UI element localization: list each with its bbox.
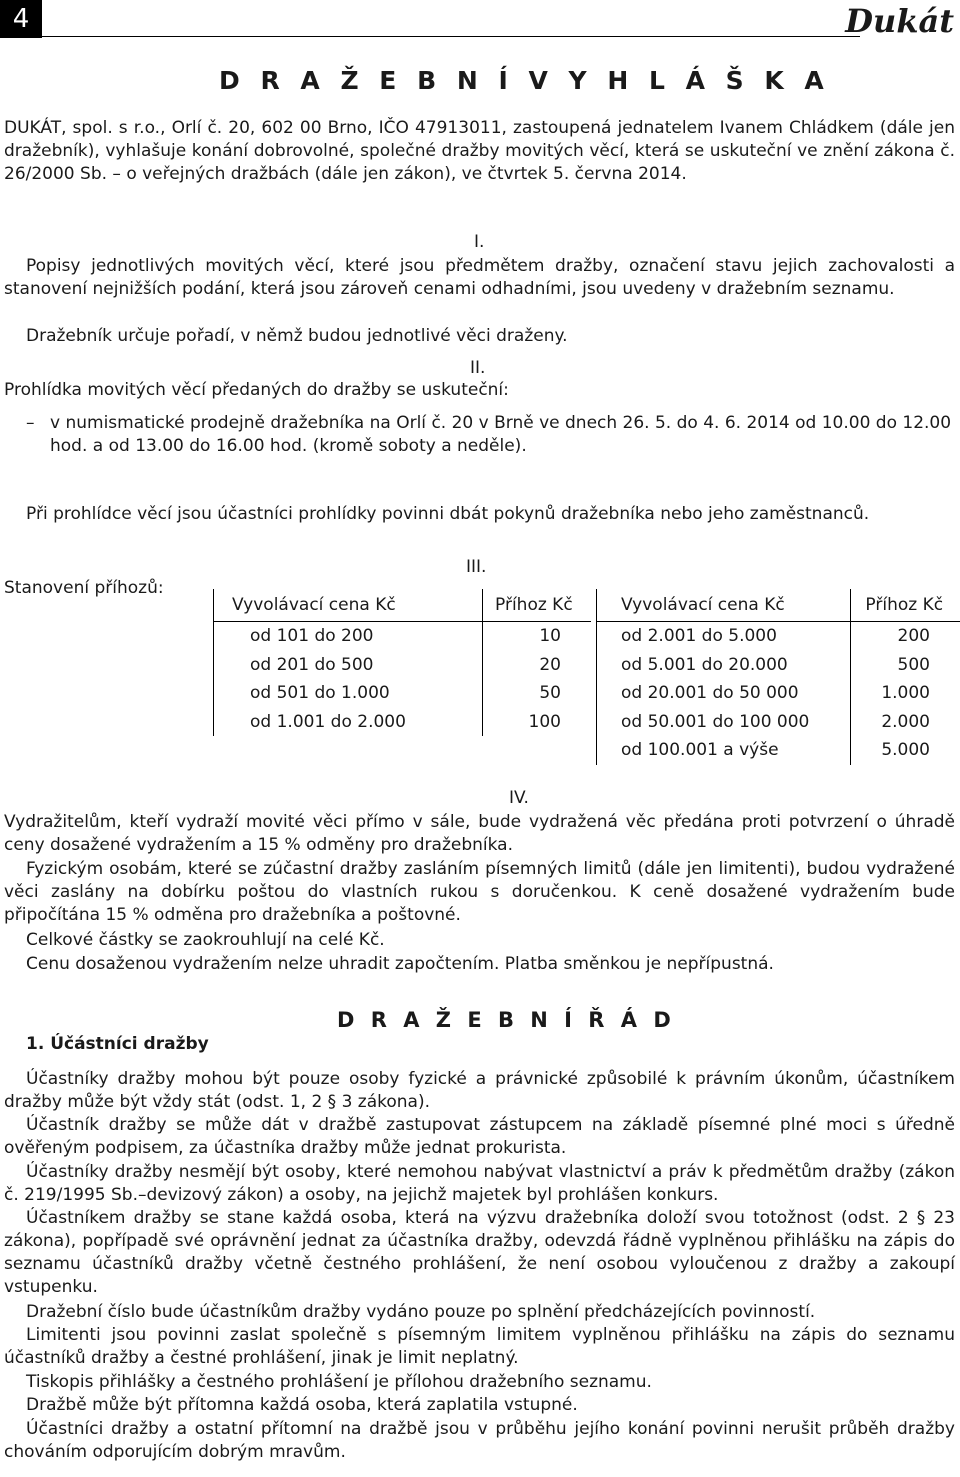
bid-cell: 2.000: [881, 711, 930, 732]
header-rule: [42, 36, 860, 37]
price-range-cell: od 201 do 500: [214, 651, 483, 680]
dukat-logo: Dukát: [845, 2, 954, 40]
rad-subheading: 1. Účástníci dražby: [26, 1034, 209, 1054]
section-2-paragraph-2: Při prohlídce věcí jsou účastníci prohlídky povinni dbát pokynů dražebníka nebo jeho zaměstnanců.: [26, 504, 870, 524]
price-range-cell: od 5.001 do 20.000: [597, 651, 851, 680]
table-row: [214, 622, 592, 651]
page-title: D R A Ž E B N Í V Y H L Á Š K A: [219, 66, 830, 95]
bid-table-right: [596, 589, 960, 765]
section-heading-2: II.: [470, 358, 486, 378]
section-4-paragraph-3: Celkové částky se zaokrouhlují na celé Kč.: [26, 930, 385, 950]
table-row: [597, 679, 960, 708]
table-row: [214, 679, 592, 708]
bid-cell: 10: [539, 626, 561, 647]
page-number: 4: [0, 0, 42, 38]
section-heading-1: I.: [474, 232, 485, 252]
bid-cell: 50: [539, 683, 561, 704]
bid-label: Stanovení příhozů:: [4, 578, 164, 598]
section-2-paragraph-1: Prohlídka movitých věcí předaných do dražby se uskuteční:: [4, 380, 509, 400]
rad-title: D R A Ž E B N Í Ř Á D: [337, 1008, 676, 1032]
intro-paragraph: DUKÁT, spol. s r.o., Orlí č. 20, 602 00 Brno, IČO 47913011, zastoupená jednatelem Ivanem Chládkem (dále jen dražebník), vyhlašuje konání dobrovolné, společné dražby movitých věcí, která se uskuteční ve znění zákona č. 26/2000 Sb. – o veřejných dražbách (dále jen zákon), ve čtvrtek 5. června 2014.: [4, 118, 955, 184]
table-row: [597, 736, 960, 765]
rad-paragraph-3: Účastníky dražby nesmějí být osoby, které nemohou nabývat vlastnictví a práv k předmětům dražby (zákon č. 219/1995 Sb.–devizový zákon) a osoby, na jejichž majetek byl prohlášen konkurs.: [4, 1162, 955, 1205]
section-4-paragraph-4: Cenu dosaženou vydražením nelze uhradit započtením. Platba směnkou je nepřípustná.: [26, 954, 774, 974]
rad-paragraph-4: Účastníkem dražby se stane každá osoba, která na výzvu dražebníka doloží svou totožnost (odst. 2 § 23 zákona), popřípadě své oprávnění jednat za účastníka dražby, odevzdá řádně vyplněnou přihlášku na zápis do seznamu účastníků dražby včetně čestného prohlášení, že není osobou vyloučenou z dražby a zakoupí vstupenku.: [4, 1208, 955, 1297]
price-range-cell: od 2.001 do 5.000: [597, 622, 851, 651]
table-row: [214, 708, 592, 737]
price-range-cell: od 100.001 a výše: [597, 736, 851, 765]
bid-cell: 500: [897, 654, 930, 675]
rad-paragraph-2: Účastník dražby se může dát v dražbě zastupovat zástupcem na základě písemné plné moci s úředně ověřeným podpisem, za účastníka dražby může jednat prokurista.: [4, 1115, 955, 1158]
table-row: [597, 622, 960, 651]
list-dash: –: [26, 413, 35, 433]
rad-paragraph-5: Dražební číslo bude účastníkům dražby vydáno pouze po splnění předcházejících povinností.: [26, 1302, 816, 1322]
price-range-cell: od 50.001 do 100 000: [597, 708, 851, 737]
section-4-paragraph-2: Fyzickým osobám, které se zúčastní dražby zasláním písemných limitů (dále jen limitenti), budou vydražené věci zaslány na dobírku poštou do vlastních rukou s doručenkou. K ceně dosažené vydražením bude připočítána 15 % odměna pro dražebníka a poštovné.: [4, 859, 955, 925]
table-row: [597, 708, 960, 737]
table-row: [214, 651, 592, 680]
bid-cell: 20: [539, 654, 561, 675]
bid-table-left: [213, 589, 591, 736]
price-range-cell: od 101 do 200: [214, 622, 483, 651]
section-4-paragraph-1: Vydražitelům, kteří vydraží movité věci přímo v sále, bude vydražená věc předána proti potvrzení o úhradě ceny dosažené vydražením a 15 % odměny pro dražebníka.: [4, 812, 955, 855]
section-heading-3: III.: [466, 557, 487, 577]
col-price-header: Vyvolávací cena Kč: [214, 589, 483, 622]
section-1-paragraph-2: Dražebník určuje pořadí, v němž budou jednotlivé věci draženy.: [26, 326, 568, 346]
bid-cell: 100: [528, 711, 561, 732]
price-range-cell: od 1.001 do 2.000: [214, 708, 483, 737]
rad-paragraph-6: Limitenti jsou povinni zaslat společně s písemným limitem vyplněnou přihlášku na zápis do seznamu účastníků dražby a čestné prohlášení, jinak je limit neplatný.: [4, 1325, 955, 1368]
section-heading-4: IV.: [509, 788, 529, 808]
rad-paragraph-1: Účastníky dražby mohou být pouze osoby fyzické a právnické způsobilé k právním úkonům, účastníkem dražby může být vždy stát (odst. 1, 2 § 3 zákona).: [4, 1069, 955, 1112]
price-range-cell: od 20.001 do 50 000: [597, 679, 851, 708]
rad-paragraph-8: Dražbě může být přítomna každá osoba, která zaplatila vstupné.: [26, 1395, 578, 1415]
inspection-list-item: [4, 412, 955, 458]
col-price-header: Vyvolávací cena Kč: [597, 589, 851, 622]
rad-paragraph-7: Tiskopis přihlášky a čestného prohlášení je přílohou dražebního seznamu.: [26, 1372, 652, 1392]
list-item-text: v numismatické prodejně dražebníka na Orlí č. 20 v Brně ve dnech 26. 5. do 4. 6. 2014 od 10.00 do 12.00 hod. a od 13.00 do 16.00 hod. (kromě soboty a neděle).: [50, 413, 952, 456]
price-range-cell: od 501 do 1.000: [214, 679, 483, 708]
bid-cell: 200: [897, 626, 930, 647]
bid-cell: 1.000: [881, 683, 930, 704]
table-row: [597, 651, 960, 680]
section-1-paragraph-1: Popisy jednotlivých movitých věcí, které jsou předmětem dražby, označení stavu jejich zachovalosti a stanovení nejnižších podání, která jsou zároveň cenami odhadními, jsou uvedeny v dražebním seznamu.: [4, 256, 955, 299]
col-bid-header: Příhoz Kč: [483, 589, 592, 622]
bid-cell: 5.000: [881, 740, 930, 761]
col-bid-header: Příhoz Kč: [851, 589, 960, 622]
rad-paragraph-9: Účastníci dražby a ostatní přítomní na dražbě jsou v průběhu jejího konání povinni nerušit průběh dražby chováním odporujícím dobrým mravům.: [4, 1419, 955, 1462]
